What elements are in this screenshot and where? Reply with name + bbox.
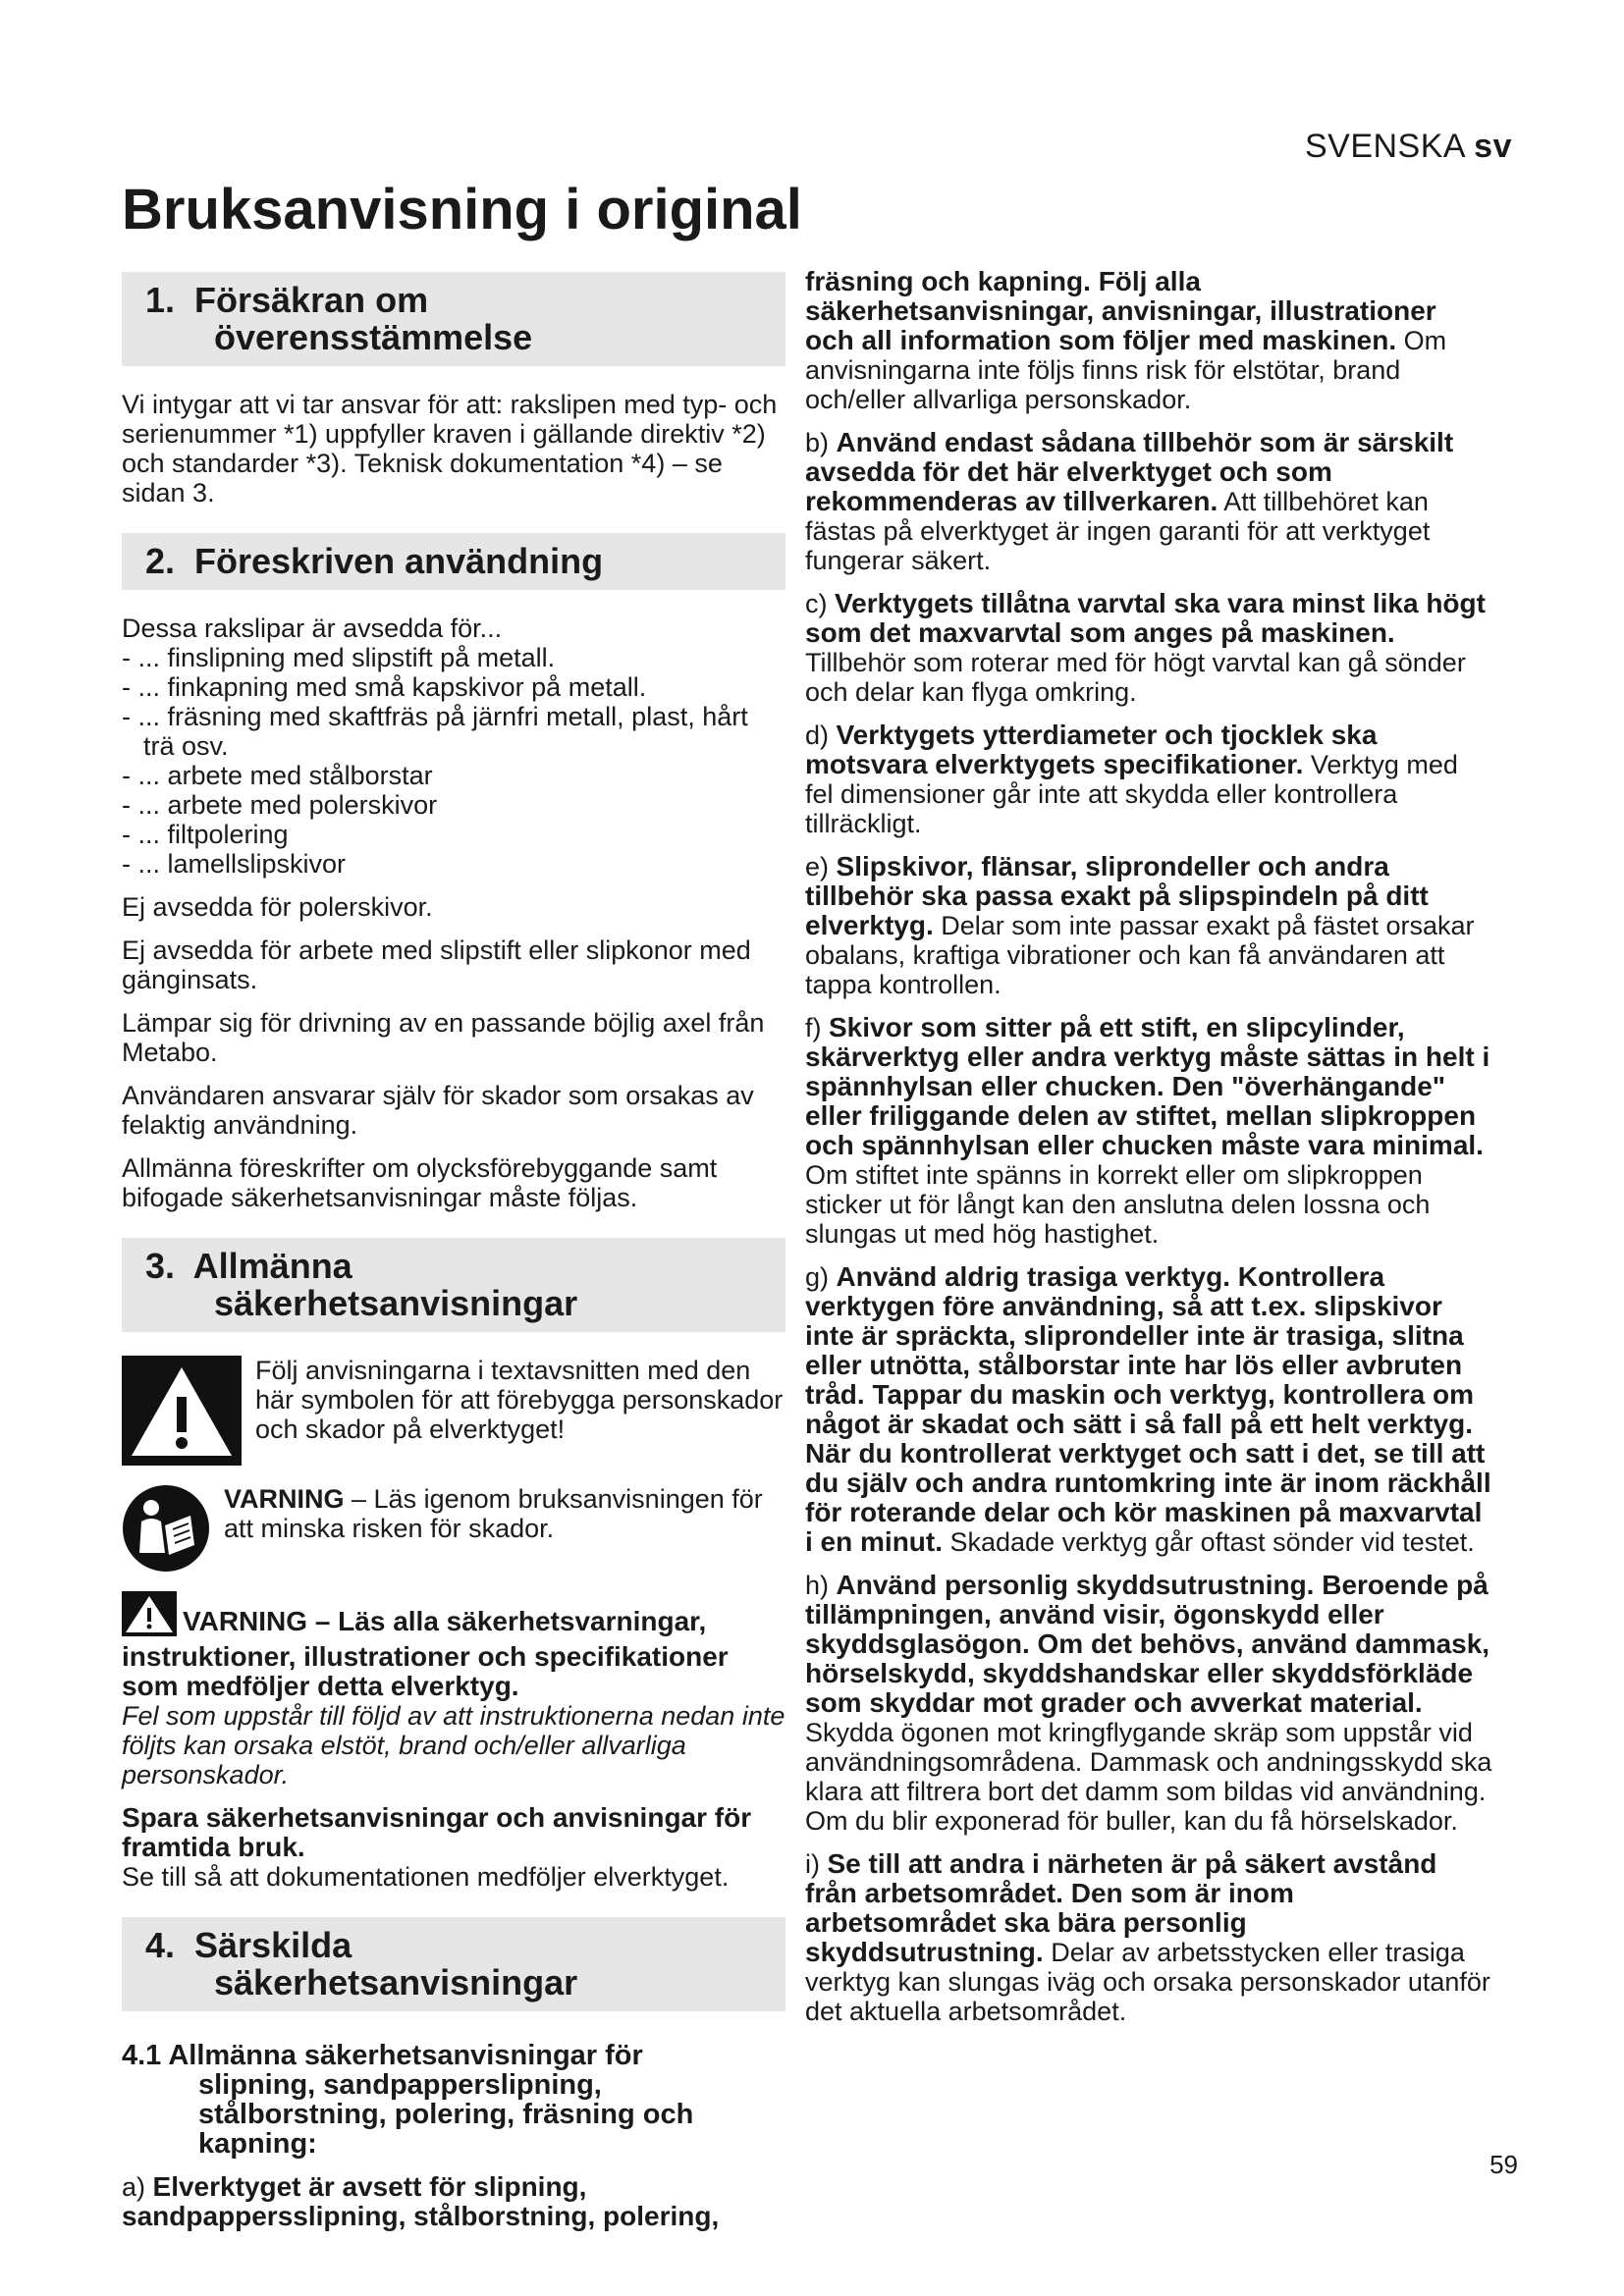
item-e-bold: Slipskivor, flänsar, sliprondeller och andra tillbehör ska passa exakt på slipspindeln på ditt elverktyg. — [805, 851, 1429, 940]
item-a-start — [122, 2172, 785, 2231]
section-3-heading — [122, 1238, 785, 1332]
item-a-continued — [805, 267, 1492, 414]
section-4-title-line1: Särskilda — [194, 1925, 352, 1965]
language-name: SVENSKA — [1304, 128, 1465, 165]
list-item: - ... finkapning med små kapskivor på metall. — [122, 672, 647, 702]
item-b-bold: Använd endast sådana tillbehör som är särskilt avsedda för det här elverktyget och som rekommenderas av tillverkaren. — [805, 427, 1454, 516]
list-item: - ... arbete med stålborstar — [122, 761, 433, 790]
small-warning-icon — [122, 1591, 177, 1642]
section-1-title-line1: Försäkran om — [194, 280, 429, 320]
item-a-bold-continued: fräsning och kapning. Följ alla säkerhetsanvisningar, anvisningar, illustrationer och all information som följer med maskinen. — [805, 266, 1436, 355]
section-1-heading — [122, 272, 785, 366]
section-1-number: 1. — [145, 280, 176, 320]
item-f — [805, 1013, 1492, 1249]
item-d — [805, 721, 1492, 838]
item-a-label: a) — [122, 2172, 153, 2202]
section-4-heading — [122, 1917, 785, 2011]
item-d-text: Verktyg med fel dimensioner går inte att skydda eller kontrollera tillräckligt. — [805, 750, 1458, 838]
section-2-p1: Ej avsedda för polerskivor. — [122, 892, 433, 922]
item-b — [805, 428, 1492, 575]
list-item: - ... lamellslipskivor — [122, 849, 347, 879]
section-1-body: Vi intygar att vi tar ansvar för att: rakslipen med typ- och serienummer *1) uppfyller kraven i gällande direktiv *2) och standarder *3). Teknisk dokumentation *4) – se sidan 3. — [122, 390, 778, 507]
item-e-text: Delar som inte passar exakt på fästet orsakar obalans, kraftiga vibrationer och kan få användaren att tappa kontrollen. — [805, 911, 1475, 999]
symbol-note-row — [122, 1356, 785, 1470]
item-c — [805, 589, 1492, 707]
item-i-bold: Se till att andra i närheten är på säkert avstånd från arbetsområdet. Den som är inom arbetsområdet ska bära personlig skyddsutrustning. — [805, 1848, 1437, 1967]
general-warning — [122, 1591, 785, 1701]
item-e-label: e) — [805, 852, 837, 881]
item-e — [805, 852, 1492, 999]
item-g-text: Skadade verktyg går oftast sönder vid testet. — [943, 1527, 1475, 1557]
item-i-label: i) — [805, 1849, 828, 1879]
item-a-bold-start: Elverktyget är avsett för slipning, sandpappersslipning, stålborstning, polering, — [122, 2171, 720, 2231]
read-warning-body: – Läs igenom bruksanvisningen för att minska risken för skador. — [224, 1484, 763, 1543]
language-label — [1305, 128, 1512, 166]
section-3-title-line1: Allmänna — [192, 1246, 352, 1286]
item-h-bold: Använd personlig skyddsutrustning. Beroende på tillämpningen, använd visir, ögonskydd eller skyddsglasögon. Om det behövs, använd dammask, hörselskydd, skyddshandskar eller skyddsförkläde som skyddar mot grader och avverkat material. — [805, 1570, 1490, 1718]
item-b-text: Att tillbehöret kan fästas på elverktyget är ingen garanti för att verktyget fungerar säkert. — [805, 487, 1431, 575]
right-column — [805, 267, 1492, 2040]
symbol-note-text: Följ anvisningarna i textavsnitten med den här symbolen för att förebygga personskador och skador på elverktyget! — [255, 1356, 784, 1444]
save-instructions-text: Se till så att dokumentationen medföljer elverktyget. — [122, 1862, 730, 1892]
left-column — [122, 270, 785, 2245]
page-title: Bruksanvisning i original — [122, 178, 802, 241]
section-2-p5: Allmänna föreskrifter om olycksförebyggande samt bifogade säkerhetsanvisningar måste följas. — [122, 1153, 718, 1212]
item-f-label: f) — [805, 1013, 829, 1042]
section-2-heading — [122, 533, 785, 590]
subsection-4-1-number: 4.1 — [122, 2040, 162, 2071]
subsection-4-1-heading — [122, 2041, 785, 2159]
save-instructions-bold: Spara säkerhetsanvisningar och anvisningar för framtida bruk. — [122, 1802, 752, 1862]
item-h-text: Skydda ögonen mot kringflygande skräp som uppstår vid användningsområdena. Dammask och andningsskydd ska klara att filtrera bort det damm som bildas vid användning. Om du blir exponerad för buller, kan du få hörselskador. — [805, 1718, 1492, 1836]
section-2-intro: Dessa rakslipar är avsedda för... — [122, 614, 503, 643]
warning-triangle-icon — [122, 1356, 242, 1470]
section-2-p2: Ej avsedda för arbete med slipstift eller slipkonor med gänginsats. — [122, 935, 751, 994]
item-g-bold: Använd aldrig trasiga verktyg. Kontrollera verktygen före användning, så att t.ex. slipskivor inte är spräckta, sliprondeller inte är trasiga, slitna eller utnötta, stålborstar inte har lös eller avbruten tråd. Tappar du maskin och verktyg, kontrollera om något är skadat och sätt i så fall på ett helt verktyg. När du kontrollerat verktyget och satt i det, se till att du själv och andra runtomkring inte är inom räckhåll för roterande delar och kör maskinen på maxvarvtal i en minut. — [805, 1261, 1491, 1557]
item-i — [805, 1849, 1492, 2026]
item-g — [805, 1262, 1492, 1557]
save-instructions — [122, 1803, 785, 1892]
section-3-number: 3. — [145, 1246, 176, 1286]
item-d-label: d) — [805, 721, 837, 750]
item-c-text: Tillbehör som roterar med för högt varvtal kan gå sönder och delar kan flyga omkring. — [805, 648, 1466, 707]
section-4-title-line2: säkerhetsanvisningar — [214, 1962, 578, 2002]
section-2-p4: Användaren ansvarar själv för skador som orsakas av felaktig användning. — [122, 1081, 754, 1140]
section-3-title-line2: säkerhetsanvisningar — [214, 1283, 578, 1323]
section-2-p3: Lämpar sig för drivning av en passande böjlig axel från Metabo. — [122, 1008, 765, 1067]
language-code: sv — [1474, 128, 1512, 165]
item-h-label: h) — [805, 1571, 837, 1600]
item-c-label: c) — [805, 589, 835, 618]
subsection-4-1-line1: Allmänna säkerhetsanvisningar för — [168, 2040, 643, 2071]
section-1-title-line2: överensstämmelse — [214, 317, 533, 357]
list-item: - ... finslipning med slipstift på metall. — [122, 643, 556, 672]
read-manual-row — [122, 1484, 785, 1577]
section-4-number: 4. — [145, 1925, 176, 1965]
read-warning-label: VARNING — [224, 1484, 345, 1514]
uses-list — [122, 643, 785, 879]
item-h — [805, 1571, 1492, 1836]
item-i-text: Delar av arbetsstycken eller trasiga verktyg kan slungas iväg och orsaka personskador utanför det aktuella arbetsområdet. — [805, 1938, 1490, 2026]
subsection-4-1-rest: slipning, sandpapperslipning, stålborstning, polering, fräsning och kapning: — [198, 2069, 694, 2160]
general-warning-bold: VARNING – Läs alla säkerhetsvarningar, instruktioner, illustrationer och specifikationer som medföljer detta elverktyg. — [122, 1606, 729, 1701]
list-item: - ... arbete med polerskivor — [122, 790, 438, 820]
list-item: - ... fräsning med skaftfräs på järnfri metall, plast, hårt trä osv. — [122, 702, 748, 761]
list-item: - ... filtpolering — [122, 820, 289, 849]
section-2-title: Föreskriven användning — [194, 541, 604, 581]
item-d-bold: Verktygets ytterdiameter och tjocklek ska motsvara elverktygets specifikationer. — [805, 720, 1378, 779]
item-c-bold: Verktygets tillåtna varvtal ska vara minst lika högt som det maxvarvtal som anges på maskinen. — [805, 588, 1486, 648]
general-warning-italic: Fel som uppstår till följd av att instruktionerna nedan inte följts kan orsaka elstöt, brand och/eller allvarliga personskador. — [122, 1701, 785, 1789]
read-manual-text — [224, 1484, 785, 1543]
item-b-label: b) — [805, 428, 837, 457]
read-manual-icon — [122, 1484, 210, 1577]
item-g-label: g) — [805, 1262, 837, 1292]
page-number: 59 — [1489, 2150, 1518, 2179]
item-f-bold: Skivor som sitter på ett stift, en slipcylinder, skärverktyg eller andra verktyg måste sättas in helt i spännhylsan eller chucken. Den "överhängande" eller friliggande delen av stiftet, mellan slipkroppen och spännhylsan eller chucken måste vara minimal. — [805, 1012, 1490, 1160]
item-f-text: Om stiftet inte spänns in korrekt eller om slipkroppen sticker ut för långt kan den anslutna delen lossna och slungas ut med hög hastighet. — [805, 1160, 1431, 1249]
item-a-text: Om anvisningarna inte följs finns risk för elstötar, brand och/eller allvarliga personskador. — [805, 326, 1447, 414]
section-2-number: 2. — [145, 541, 176, 581]
